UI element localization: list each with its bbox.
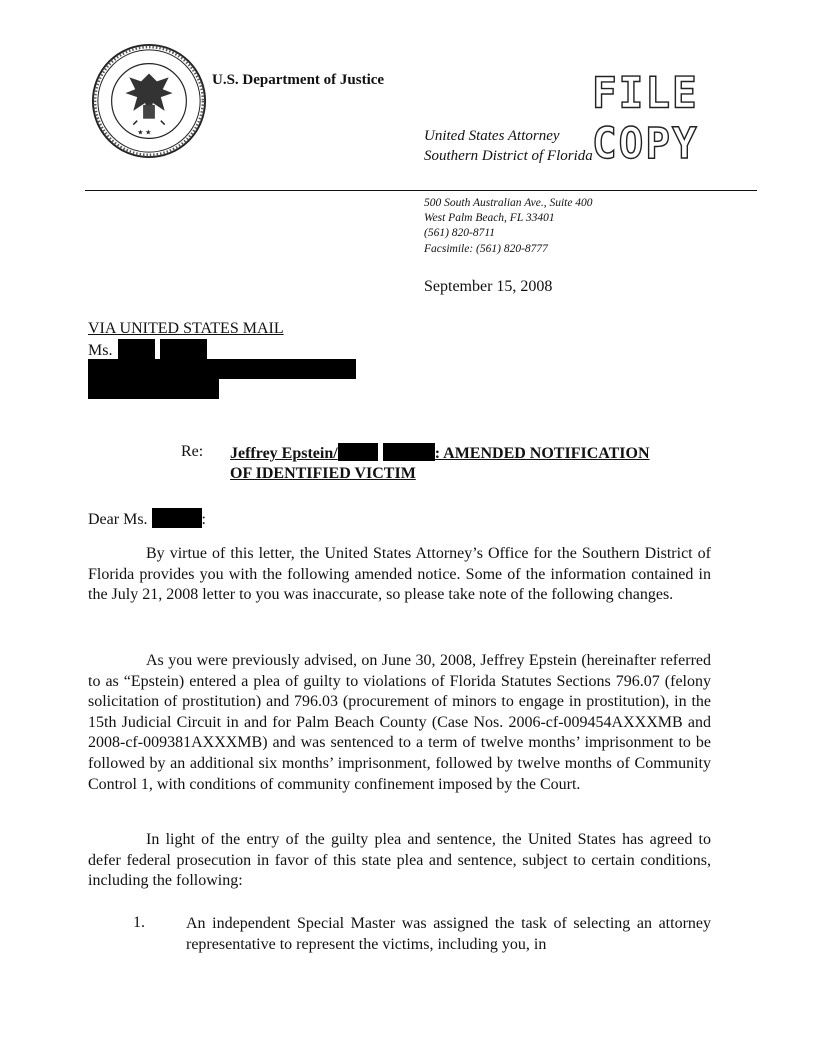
re-subject-rest: : AMENDED NOTIFICATION xyxy=(434,445,650,462)
letter-date: September 15, 2008 xyxy=(424,278,553,295)
redaction-block xyxy=(118,339,155,359)
doj-seal-image xyxy=(90,42,208,160)
list-item-number: 1. xyxy=(133,914,145,931)
address-street: 500 South Australian Ave., Suite 400 xyxy=(424,197,593,209)
recipient-salutation: Ms. xyxy=(88,342,113,359)
department-name: U.S. Department of Justice xyxy=(212,72,385,88)
list-item-text: An independent Special Master was assigned the task of selecting an attorney representative to represent the victims, including you, in xyxy=(186,915,711,953)
header-divider xyxy=(85,190,757,191)
redaction-block xyxy=(160,339,207,359)
office-block xyxy=(424,126,593,166)
greeting xyxy=(88,508,206,529)
body-paragraph-2: As you were previously advised, on June 30, 2008, Jeffrey Epstein (hereinafter referred to as “Epstein) entered a plea of guilty to violations of Florida Statutes Sections 796.07 (felony solicitation of prostitution) and 796.03 (procurement of minors to engage in prostitution), in the 15th Judicial Circuit in and for Palm Beach County (Case Nos. 2006-cf-009454AXXXMB and 2008-cf-009381AXXXMB) and was sentenced to a term of twelve months’ imprisonment to be followed by an additional six months’ imprisonment, followed by twelve months of Community Control 1, with conditions of community confinement imposed by the Court. xyxy=(88,652,711,793)
redaction-block xyxy=(338,443,378,461)
file-copy-stamp: FILE COPY xyxy=(592,67,699,169)
re-subject xyxy=(230,443,650,484)
re-line-1 xyxy=(230,443,650,464)
greeting-suffix: : xyxy=(201,511,206,528)
office-line-1: United States Attorney xyxy=(424,128,560,144)
body-paragraph-3: In light of the entry of the guilty plea and sentence, the United States has agreed to defer federal prosecution in favor of this state plea and sentence, subject to certain conditions, including the following: xyxy=(88,831,711,890)
re-subject-name: Jeffrey Epstein/ xyxy=(230,445,338,462)
address-block xyxy=(424,196,593,257)
redaction-block xyxy=(88,379,219,399)
address-phone: (561) 820-8711 xyxy=(424,227,496,240)
redaction-block xyxy=(383,443,435,461)
body-paragraph-1: By virtue of this letter, the United States Attorney’s Office for the Southern District of Florida provides you with the following amended notice. Some of the information contained in the July 21, 2008 letter to you was inaccurate, so please take note of the following changes. xyxy=(88,545,711,604)
re-label: Re: xyxy=(181,443,204,460)
redaction-block xyxy=(152,508,202,528)
office-line-2: Southern District of Florida xyxy=(424,148,593,164)
address-fax: Facsimile: (561) 820-8777 xyxy=(424,242,548,255)
redaction-block xyxy=(88,359,356,379)
address-city: West Palm Beach, FL 33401 xyxy=(424,212,555,225)
re-line-2: OF IDENTIFIED VICTIM xyxy=(230,465,416,482)
delivery-method: VIA UNITED STATES MAIL xyxy=(88,320,284,337)
svg-text:★ ★: ★ ★ xyxy=(137,129,152,137)
greeting-prefix: Dear Ms. xyxy=(88,511,148,528)
